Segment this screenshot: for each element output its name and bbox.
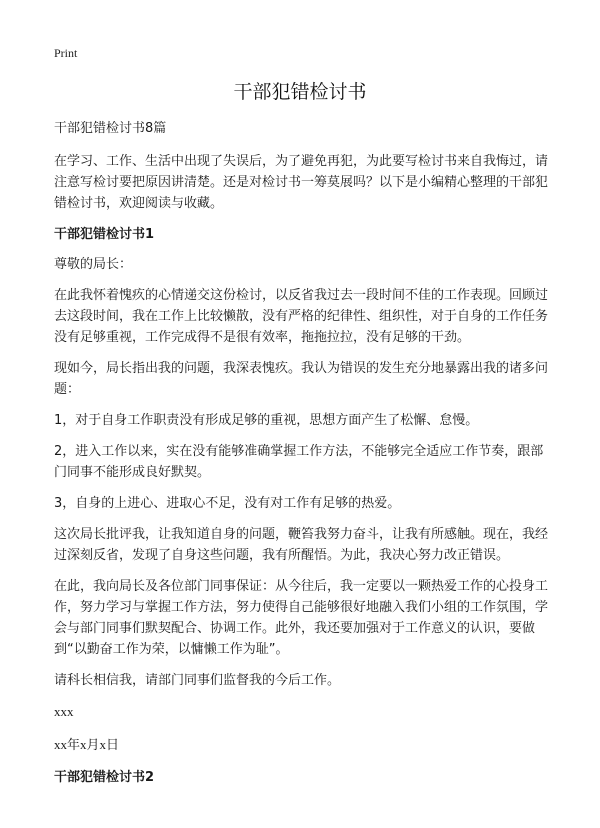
body-paragraph-1: 在此我怀着愧疚的心情递交这份检讨，以反省我过去一段时间不佳的工作表现。回顾过去这段时间，我在工作上比较懒散，没有严格的纪律性、组织性，对于自身的工作任务没有足够重视，工作完成得不是很有效率，拖拖拉拉，没有足够的干劲。 [54,288,549,345]
document-subtitle: 干部犯错检讨书8篇 [54,121,167,136]
intro-paragraph: 在学习、工作、生活中出现了失误后，为了避免再犯，为此要写检讨书来自我悔过，请注意写检讨要把原因讲清楚。还是对检讨书一筹莫展吗？以下是小编精心整理的干部犯错检讨书，欢迎阅读与收藏。 [54,154,549,211]
list-item-2: 2，进入工作以来，实在没有能够准确掌握工作方法，不能够完全适应工作节奏，跟部门同事不能形成良好默契。 [54,444,544,480]
body-paragraph-3: 这次局长批评我，让我知道自身的问题，鞭笞我努力奋斗，让我有所感触。现在，我经过深刻反省，发现了自身这些问题，我有所醒悟。为此，我决心努力改正错误。 [54,527,549,563]
signature-date: xx年x月x日 [54,737,120,752]
salutation: 尊敬的局长： [54,257,133,272]
section-1-heading: 干部犯错检讨书1 [54,227,155,242]
list-item-3: 3，自身的上进心、进取心不足，没有对工作有足够的热爱。 [54,496,401,511]
list-item-1: 1，对于自身工作职责没有形成足够的重视，思想方面产生了松懈、怠慢。 [54,413,479,428]
signature: xxx [54,704,74,719]
body-paragraph-2: 现如今，局长指出我的问题，我深表愧疚。我认为错误的发生充分地暴露出我的诸多问题： [54,361,549,397]
body-paragraph-5: 请科长相信我，请部门同事们监督我的今后工作。 [54,673,341,688]
section-2-heading: 干部犯错检讨书2 [54,770,155,785]
document-body [54,118,554,797]
body-paragraph-4: 在此，我向局长及各位部门同事保证：从今往后，我一定要以一颗热爱工作的心投身工作，努力学习与掌握工作方法，努力使得自己能够很好地融入我们小组的工作氛围，学会与部门同事们默契配合、协调工作。此外，我还要加强对于工作意义的认识，要做到“以勤奋工作为荣，以慵懒工作为耻”。 [54,579,549,657]
print-label: Print [54,46,78,60]
document-title: 干部犯错检讨书 [233,81,367,103]
